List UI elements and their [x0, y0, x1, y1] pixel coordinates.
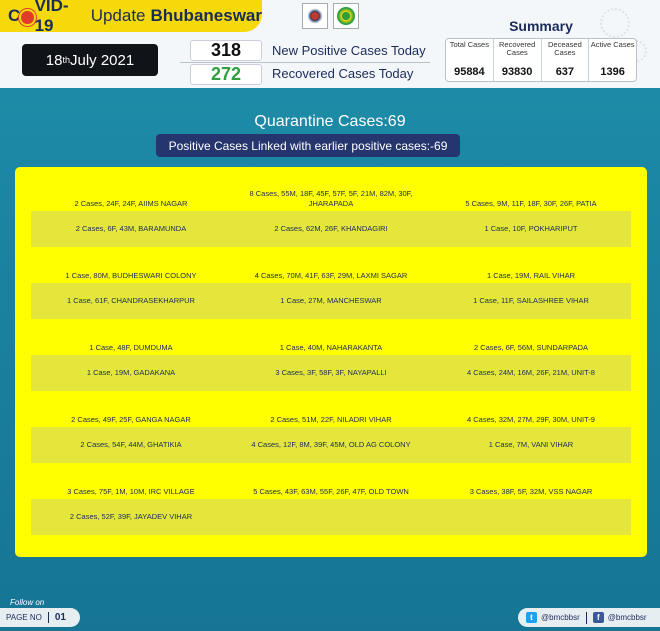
case-cell: 1 Case, 27M, MANCHESWAR — [280, 296, 382, 305]
summary-label: Active Cases — [590, 40, 635, 49]
case-cell: 5 Cases, 43F, 63M, 55F, 26F, 47F, OLD TOWN — [253, 487, 409, 496]
title-update: Update — [90, 6, 146, 25]
case-cell: 2 Cases, 52F, 39F, JAYADEV VIHAR — [69, 512, 193, 521]
case-cell: 4 Cases, 70M, 41F, 63F, 29M, LAXMI SAGAR — [254, 271, 408, 280]
page-number: 01 — [48, 612, 66, 623]
case-cell: 1 Case, 7M, VANI VIHAR — [488, 440, 574, 449]
page-title — [0, 0, 262, 35]
title-city: Bhubaneswar — [150, 6, 262, 25]
case-row — [31, 427, 631, 463]
case-cell: 4 Cases, 32M, 27M, 29F, 30M, UNIT-9 — [467, 415, 595, 424]
summary-value: 93830 — [501, 66, 533, 78]
case-row — [31, 211, 631, 247]
case-row — [31, 499, 631, 535]
page-label: PAGE NO — [6, 613, 42, 622]
summary-value: 637 — [555, 66, 575, 78]
title-covid: VID-19 — [34, 0, 69, 35]
summary-column — [589, 39, 636, 81]
case-row — [31, 463, 631, 499]
date-day: 18 — [45, 51, 63, 69]
case-row — [31, 283, 631, 319]
case-cell: 1 Case, 61F, CHANDRASEKHARPUR — [67, 296, 195, 305]
case-cell: 3 Cases, 75F, 1M, 10M, IRC VILLAGE — [67, 487, 195, 496]
follow-on-label: Follow on — [10, 598, 45, 607]
summary-label: Total Cases — [449, 40, 489, 49]
case-cell: 2 Cases, 6F, 56M, SUNDARPADA — [473, 343, 589, 352]
bmc-logo — [333, 3, 359, 29]
case-row — [31, 391, 631, 427]
summary-column — [542, 39, 590, 81]
summary-value: 95884 — [454, 66, 485, 78]
cases-panel — [15, 167, 647, 557]
case-row — [31, 247, 631, 283]
case-cell: 1 Case, 19M, RAIL VIHAR — [486, 271, 576, 280]
social-links — [518, 608, 660, 627]
summary-label: Deceased Cases — [547, 40, 582, 57]
divider — [586, 612, 587, 624]
case-cell: 4 Cases, 24M, 16M, 26F, 21M, UNIT-8 — [467, 368, 595, 377]
summary-value: 1396 — [600, 66, 625, 78]
case-cell: 3 Cases, 3F, 58F, 3F, NAYAPALLI — [275, 368, 387, 377]
case-cell: 5 Cases, 9M, 11F, 18F, 30F, 26F, PATIA — [465, 199, 597, 208]
summary-title: Summary — [509, 18, 573, 34]
case-cell: 2 Cases, 62M, 26F, KHANDAGIRI — [274, 224, 388, 233]
case-cell: 2 Cases, 49F, 25F, GANGA NAGAR — [71, 415, 191, 424]
case-cell: 2 Cases, 54F, 44M, GHATIKIA — [80, 440, 182, 449]
stat-divider — [180, 62, 430, 63]
facebook-handle[interactable]: @bmcbbsr — [607, 613, 647, 622]
report-date — [22, 44, 158, 76]
facebook-icon[interactable]: f — [593, 612, 604, 623]
case-cell: 1 Case, 40M, NAHARAKANTA — [279, 343, 383, 352]
summary-column — [446, 39, 494, 81]
case-row — [31, 355, 631, 391]
new-positive-value: 318 — [190, 40, 262, 61]
case-row — [31, 319, 631, 355]
header — [0, 0, 660, 88]
summary-table — [445, 38, 637, 82]
odisha-govt-logo — [302, 3, 328, 29]
date-suffix: th — [62, 55, 70, 65]
case-cell: 8 Cases, 55M, 18F, 45F, 57F, 5F, 21M, 82M, 30F, JHARAPADA — [249, 189, 413, 208]
case-cell: 4 Cases, 12F, 8M, 39F, 45M, OLD AG COLONY — [251, 440, 411, 449]
new-positive-label: New Positive Cases Today — [272, 43, 426, 58]
case-cell: 2 Cases, 51M, 22F, NILADRI VIHAR — [270, 415, 392, 424]
page-number-tab — [0, 608, 80, 627]
case-cell: 1 Case, 80M, BUDHESWARI COLONY — [65, 271, 197, 280]
case-cell: 1 Case, 11F, SAILASHREE VIHAR — [473, 296, 589, 305]
case-cell: 2 Cases, 24F, 24F, AIIMS NAGAR — [74, 199, 188, 208]
quarantine-cases: Quarantine Cases:69 — [254, 113, 406, 130]
case-cell: 1 Case, 48F, DUMDUMA — [89, 343, 173, 352]
case-cell: 2 Cases, 6F, 43M, BARAMUNDA — [75, 224, 187, 233]
case-cell: 1 Case, 19M, GADAKANA — [86, 368, 176, 377]
twitter-icon[interactable]: t — [526, 612, 537, 623]
recovered-value: 272 — [190, 64, 262, 85]
virus-icon — [21, 11, 33, 24]
twitter-handle[interactable]: @bmcbbsr — [541, 613, 580, 622]
case-row — [31, 175, 631, 211]
date-month-year: July 2021 — [69, 51, 135, 69]
case-cell: 1 Case, 10F, POKHARIPUT — [484, 224, 578, 233]
linked-cases-banner: Positive Cases Linked with earlier positive cases:-69 — [156, 134, 460, 157]
summary-label: Recovered Cases — [498, 40, 536, 57]
title-prefix: C — [8, 6, 21, 25]
summary-column — [494, 39, 542, 81]
recovered-label: Recovered Cases Today — [272, 66, 414, 81]
case-cell: 3 Cases, 38F, 5F, 32M, VSS NAGAR — [469, 487, 593, 496]
